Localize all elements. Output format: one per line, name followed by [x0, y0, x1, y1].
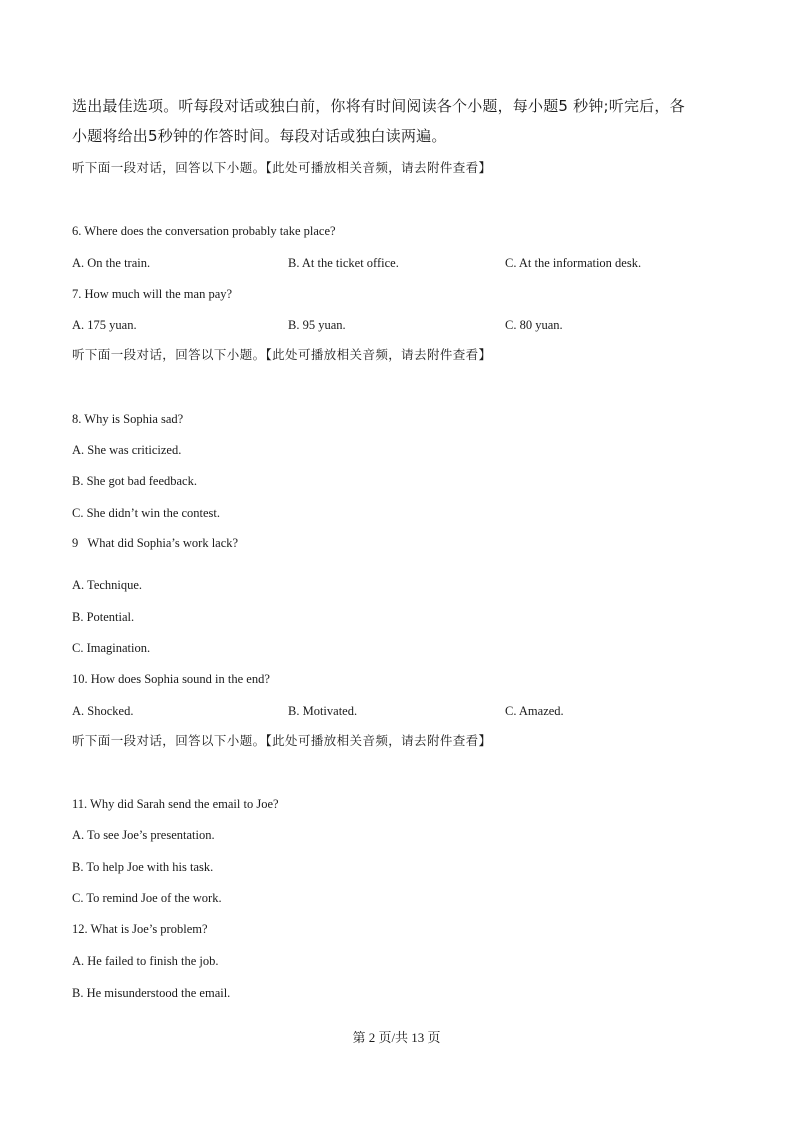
option-a: A. 175 yuan.	[72, 318, 137, 332]
option-a: A. On the train.	[72, 256, 151, 270]
question-stem: 10. How does Sophia sound in the end?	[72, 672, 270, 686]
option-b: B. He misunderstood the email.	[72, 986, 231, 1000]
audio-instruction: 听下面一段对话，回答以下小题。【此处可播放相关音频，请去附件查看】	[72, 733, 492, 748]
section-intro-line-2: 小题将给出5秒钟的作答时间。每段对话或独白读两遍。	[72, 127, 447, 145]
question-stem: 6. Where does the conversation probably take place?	[72, 224, 336, 238]
question-stem: 8. Why is Sophia sad?	[72, 412, 184, 426]
option-b: B. At the ticket office.	[288, 256, 399, 270]
question-stem: 12. What is Joe’s problem?	[72, 922, 208, 936]
page-number-footer: 第 2 页/共 13 页	[352, 1030, 441, 1045]
question-stem: 9 What did Sophia’s work lack?	[72, 536, 239, 550]
option-b: B. 95 yuan.	[288, 318, 346, 332]
question-stem: 7. How much will the man pay?	[72, 287, 233, 301]
option-b: B. Potential.	[72, 610, 135, 624]
option-a: A. Technique.	[72, 578, 143, 592]
option-a: A. He failed to finish the job.	[72, 954, 219, 968]
section-intro-line-1: 选出最佳选项。听每段对话或独白前，你将有时间阅读各个小题，每小题5 秒钟;听完后，各	[72, 97, 685, 115]
option-c: C. Imagination.	[72, 641, 151, 655]
option-c: C. To remind Joe of the work.	[72, 891, 222, 905]
option-a: A. She was criticized.	[72, 443, 182, 457]
audio-instruction: 听下面一段对话，回答以下小题。【此处可播放相关音频，请去附件查看】	[72, 347, 492, 362]
option-c: C. Amazed.	[505, 704, 564, 718]
option-b: B. She got bad feedback.	[72, 474, 197, 488]
question-stem: 11. Why did Sarah send the email to Joe?	[72, 797, 279, 811]
audio-instruction: 听下面一段对话，回答以下小题。【此处可播放相关音频，请去附件查看】	[72, 160, 492, 175]
option-b: B. Motivated.	[288, 704, 358, 718]
option-c: C. At the information desk.	[505, 256, 642, 270]
option-a: A. Shocked.	[72, 704, 134, 718]
option-c: C. She didn’t win the contest.	[72, 506, 221, 520]
option-b: B. To help Joe with his task.	[72, 860, 214, 874]
option-c: C. 80 yuan.	[505, 318, 563, 332]
option-a: A. To see Joe’s presentation.	[72, 828, 215, 842]
